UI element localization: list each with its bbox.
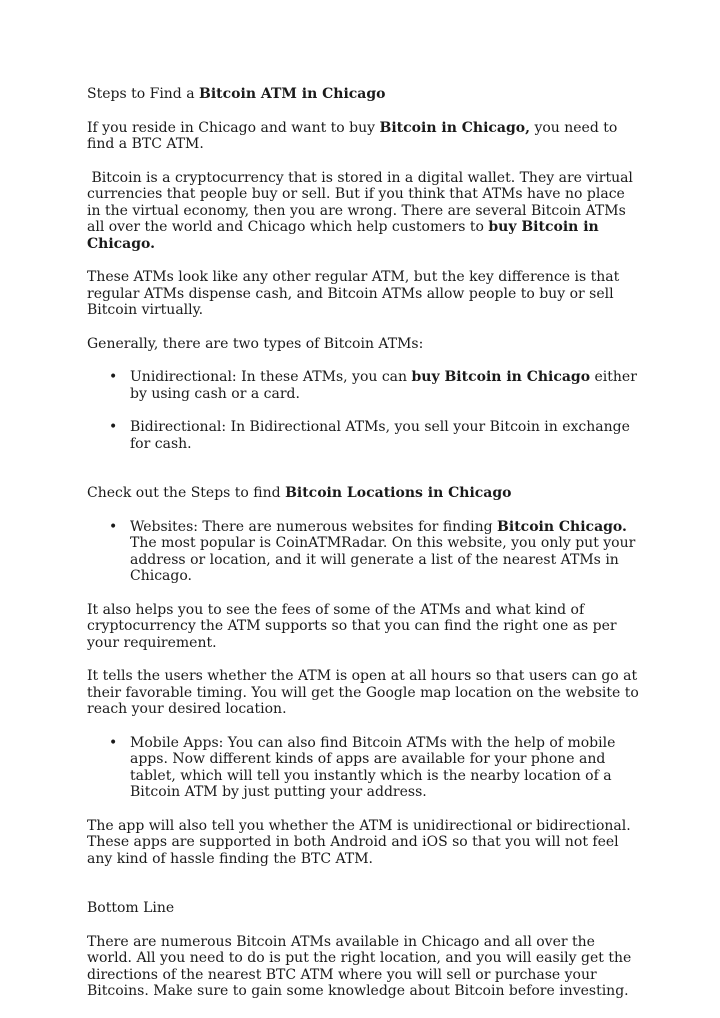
list-item-bidirectional — [87, 419, 639, 452]
bi-text: Bidirectional: In Bidirectional ATMs, you sell your Bitcoin in exchange for cash. — [130, 419, 630, 452]
websites-bold: Bitcoin Chicago. — [497, 518, 627, 535]
steps-heading — [87, 485, 639, 502]
document-body — [87, 86, 639, 1000]
app-paragraph: The app will also tell you whether the ATM is unidirectional or bidirectional. These apps are supported in both Android and iOS so that you will not feel any kind of hassle finding the BTC ATM. — [87, 817, 631, 867]
intro-prefix: If you reside in Chicago and want to buy — [87, 119, 380, 136]
uni-suffix: either by using cash or a card. — [130, 369, 637, 402]
apps-text: Mobile Apps: You can also find Bitcoin ATMs with the help of mobile apps. Now different kinds of apps are available for your phone and tablet, which will tell you instantly which is the nearby location of a Bitcoin ATM by just putting your address. — [130, 734, 616, 800]
list-item-websites — [87, 519, 639, 585]
atm-types-list — [87, 369, 639, 452]
doc-title-prefix: Steps to Find a — [87, 86, 200, 102]
crypto-bold: buy Bitcoin in Chicago. — [87, 219, 599, 252]
bottom-line-heading: Bottom Line — [87, 900, 175, 916]
intro-bold: Bitcoin in Chicago, — [379, 119, 530, 136]
fees-paragraph: It also helps you to see the fees of some of the ATMs and what kind of cryptocurrency the ATM supports so that you can find the right one as per your requirement. — [87, 601, 617, 651]
doc-title-bold: Bitcoin ATM in Chicago — [199, 86, 386, 102]
bottom-line-paragraph: There are numerous Bitcoin ATMs available in Chicago and all over the world. All you need to do is put the right location, and you will easily get the directions of the nearest BTC ATM where you will sell or purchase your Bitcoins. Make sure to gain some knowledge about Bitcoin before investing. — [87, 933, 632, 999]
intro-suffix: you need to find a BTC ATM. — [87, 119, 618, 152]
websites-list — [87, 519, 639, 585]
uni-prefix: Unidirectional: In these ATMs, you can — [130, 369, 412, 385]
uni-bold: buy Bitcoin in Chicago — [411, 369, 591, 385]
intro-paragraph — [87, 120, 639, 153]
websites-suffix: The most popular is CoinATMRadar. On this website, you only put your address or location, and it will generate a list of the nearest ATMs in Chicago. — [130, 535, 636, 584]
websites-prefix: Websites: There are numerous websites for finding — [130, 518, 498, 535]
bullet-dot: • — [109, 369, 118, 385]
bullet-dot: • — [109, 734, 118, 751]
doc-title — [87, 86, 639, 103]
crypto-text: Bitcoin is a cryptocurrency that is stored in a digital wallet. They are virtual currencies that people buy or sell. But if you think that ATMs have no place in the virtual economy, then you are wrong. There are several Bitcoin ATMs all over the world and Chicago which help customers to — [87, 169, 638, 235]
regular-atm-paragraph: These ATMs look like any other regular ATM, but the key difference is that regular ATMs dispense cash, and Bitcoin ATMs allow people to buy or sell Bitcoin virtually. — [87, 269, 620, 318]
steps-prefix: Check out the Steps to find — [87, 485, 286, 501]
bullet-dot: • — [109, 518, 118, 535]
steps-bold: Bitcoin Locations in Chicago — [285, 485, 512, 501]
crypto-paragraph — [87, 170, 639, 253]
types-paragraph: Generally, there are two types of Bitcoin ATMs: — [87, 335, 424, 352]
apps-list — [87, 735, 639, 801]
hours-paragraph: It tells the users whether the ATM is open at all hours so that users can go at their favorable timing. You will get the Google map location on the website to reach your desired location. — [87, 668, 639, 717]
bullet-dot: • — [109, 419, 118, 435]
list-item-mobile-apps — [87, 735, 639, 801]
list-item-unidirectional — [87, 369, 639, 402]
